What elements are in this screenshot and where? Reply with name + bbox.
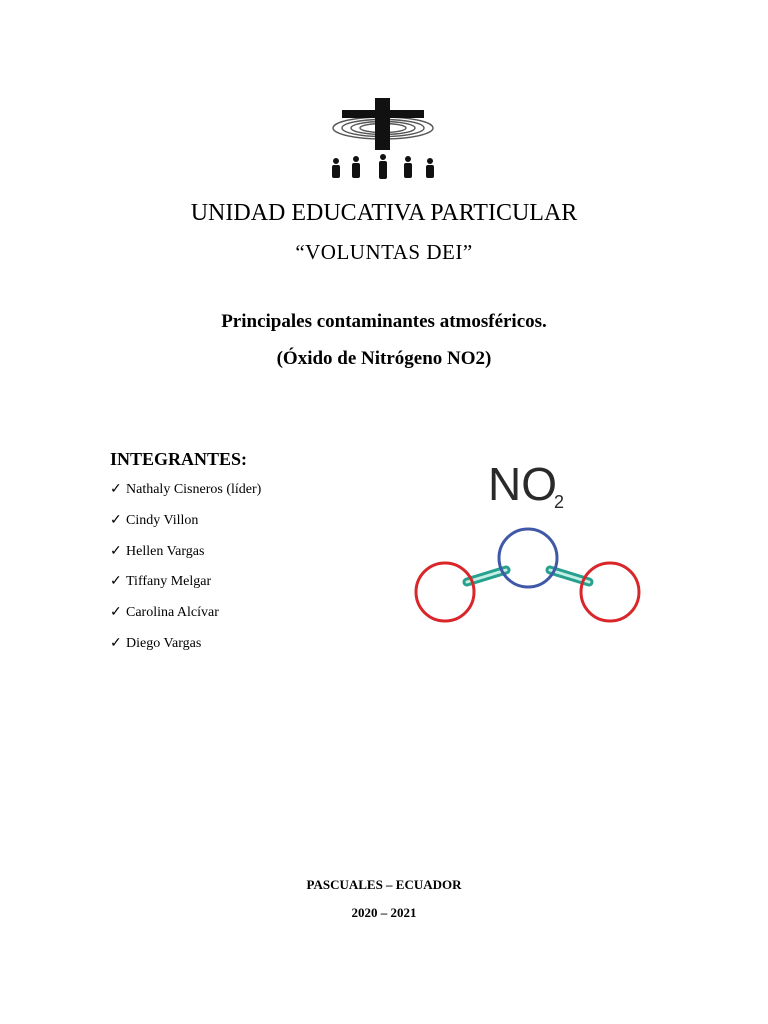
checkmark-icon: ✓ (110, 543, 122, 559)
list-item (110, 603, 261, 634)
list-item (110, 542, 261, 573)
logo-figures (332, 154, 434, 179)
school-name: UNIDAD EDUCATIVA PARTICULAR (190, 200, 578, 226)
member-name: Hellen Vargas (126, 543, 205, 559)
checkmark-icon: ✓ (110, 482, 122, 497)
checkmark-icon: ✓ (110, 512, 122, 528)
document-title: Principales contaminantes atmosféricos. (221, 311, 547, 332)
cross-vertical-bar (375, 98, 390, 150)
list-item (110, 511, 261, 542)
members-heading: INTEGRANTES: (110, 449, 248, 469)
formula-main: NO (488, 458, 557, 510)
member-name: Nathaly Cisneros (líder) (126, 482, 262, 497)
member-name: Cindy Villon (126, 512, 199, 528)
checkmark-icon: ✓ (110, 605, 122, 621)
oxygen-atom-right (581, 563, 639, 621)
cross-horizontal-bar (342, 110, 424, 118)
list-item (110, 480, 261, 511)
school-logo (328, 96, 438, 184)
formula-subscript: 2 (554, 492, 565, 512)
member-name: Tiffany Melgar (126, 574, 212, 590)
members-list (110, 480, 261, 665)
member-name: Diego Vargas (126, 635, 202, 651)
school-motto: “VOLUNTAS DEI” (295, 240, 473, 264)
checkmark-icon: ✓ (110, 574, 122, 590)
footer-city: PASCUALES – ECUADOR (306, 877, 462, 892)
list-item (110, 572, 261, 603)
document-subtitle: (Óxido de Nitrógeno NO2) (276, 348, 492, 369)
no2-molecule-illustration (394, 444, 660, 628)
list-item (110, 634, 261, 665)
member-name: Carolina Alcívar (126, 605, 219, 621)
oxygen-atom-left (416, 563, 474, 621)
footer-years: 2020 – 2021 (351, 905, 417, 920)
checkmark-icon: ✓ (110, 635, 122, 651)
nitrogen-atom (499, 529, 557, 587)
